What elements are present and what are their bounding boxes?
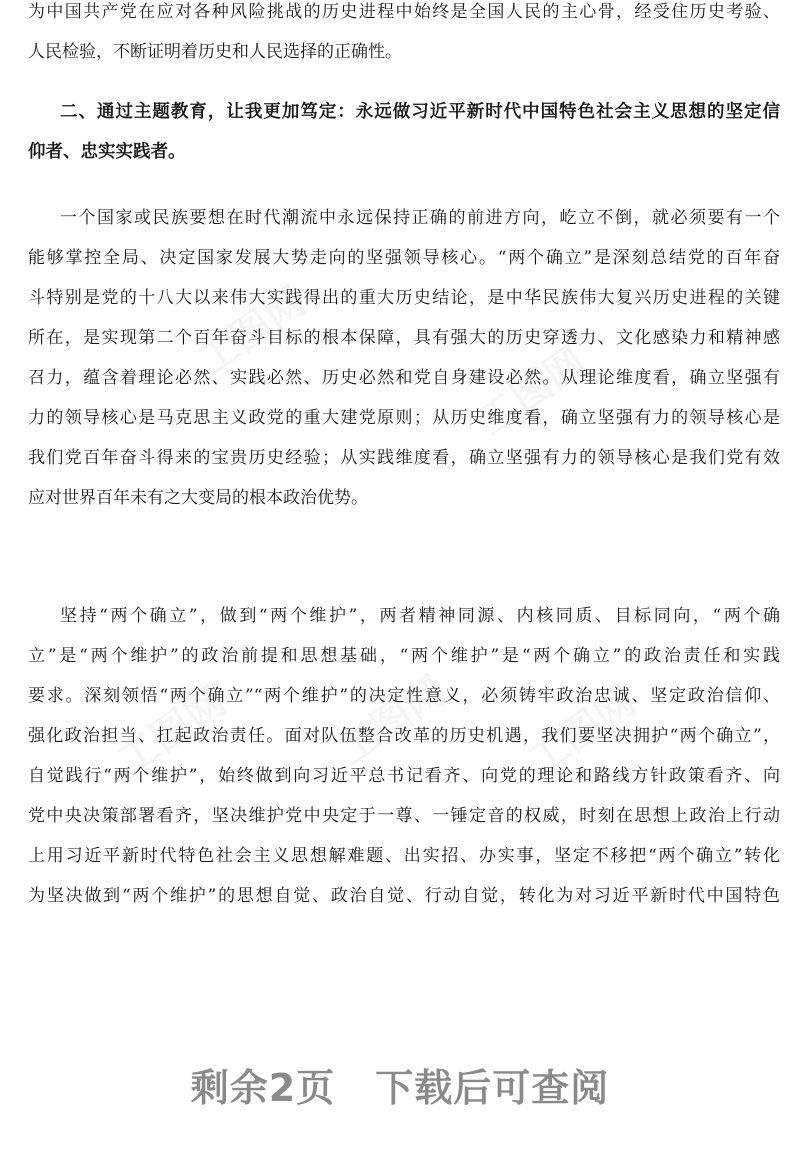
heading-line: 二、通过主题教育，让我更加笃定：永远做习近平新时代中国特色社会主义思想的坚定信 <box>60 102 780 122</box>
text-line: 强化政治担当、扛起政治责任。面对队伍整合改革的历史机遇，我们要坚决拥护“两个确立”， <box>28 726 780 746</box>
text-line: 党中央决策部署看齐，坚决维护党中央定于一尊、一锤定音的权威，时刻在思想上政治上行动 <box>28 806 780 826</box>
paragraph <box>28 596 780 916</box>
text-line: 所在，是实现第二个百年奋斗目标的根本保障，具有强大的历史穿透力、文化感染力和精神感 <box>28 328 780 348</box>
text-line: 为中国共产党在应对各种风险挑战的历史进程中始终是全国人民的主心骨，经受住历史考验、 <box>28 2 780 22</box>
text-line: 应对世界百年未有之大变局的根本政治优势。 <box>28 488 368 508</box>
paragraph <box>28 198 780 518</box>
heading-line: 仰者、忠实实践者。 <box>28 142 186 162</box>
text-line: 上用习近平新时代特色社会主义思想解难题、出实招、办实事，坚定不移把“两个确立”转化 <box>28 846 780 866</box>
text-line: 一个国家或民族要想在时代潮流中永远保持正确的前进方向，屹立不倒，就必须要有一个 <box>60 208 780 228</box>
text-line: 人民检验，不断证明着历史和人民选择的正确性。 <box>28 42 402 62</box>
download-prompt[interactable] <box>0 1052 800 1116</box>
text-line: 我们党百年奋斗得来的宝贵历史经验；从实践维度看，确立坚强有力的领导核心是我们党有效 <box>28 448 780 468</box>
text-line: 要求。深刻领悟“两个确立”“两个维护”的决定性意义，必须铸牢政治忠诚、坚定政治信仰、 <box>28 686 780 706</box>
text-line: 能够掌控全局、决定国家发展大势走向的坚强领导核心。“两个确立”是深刻总结党的百年奋 <box>28 248 780 268</box>
text-line: 自觉践行“两个维护”，始终做到向习近平总书记看齐、向党的理论和路线方针政策看齐、向 <box>28 766 780 786</box>
text-line: 斗特别是党的十八大以来伟大实践得出的重大历史结论，是中华民族伟大复兴历史进程的关键 <box>28 288 780 308</box>
text-line: 为坚决做到“两个维护”的思想自觉、政治自觉、行动自觉，转化为对习近平新时代中国特色 <box>28 886 780 906</box>
text-line: 立”是“两个维护”的政治前提和思想基础，“两个维护”是“两个确立”的政治责任和实践 <box>28 646 780 666</box>
section-heading <box>28 92 780 172</box>
download-hint-label: 下载后可查阅 <box>375 1065 610 1110</box>
text-line: 召力，蕴含着理论必然、实践必然、历史必然和党自身建设必然。从理论维度看，确立坚强有 <box>28 368 780 388</box>
text-line: 力的领导核心是马克思主义政党的重大建党原则；从历史维度看，确立坚强有力的领导核心是 <box>28 408 780 428</box>
text-line: 坚持“两个确立”，做到“两个维护”，两者精神同源、内核同质、目标同向，“两个确 <box>60 606 780 626</box>
paragraph <box>28 0 780 72</box>
remaining-pages-label: 剩余2页 <box>190 1065 336 1110</box>
